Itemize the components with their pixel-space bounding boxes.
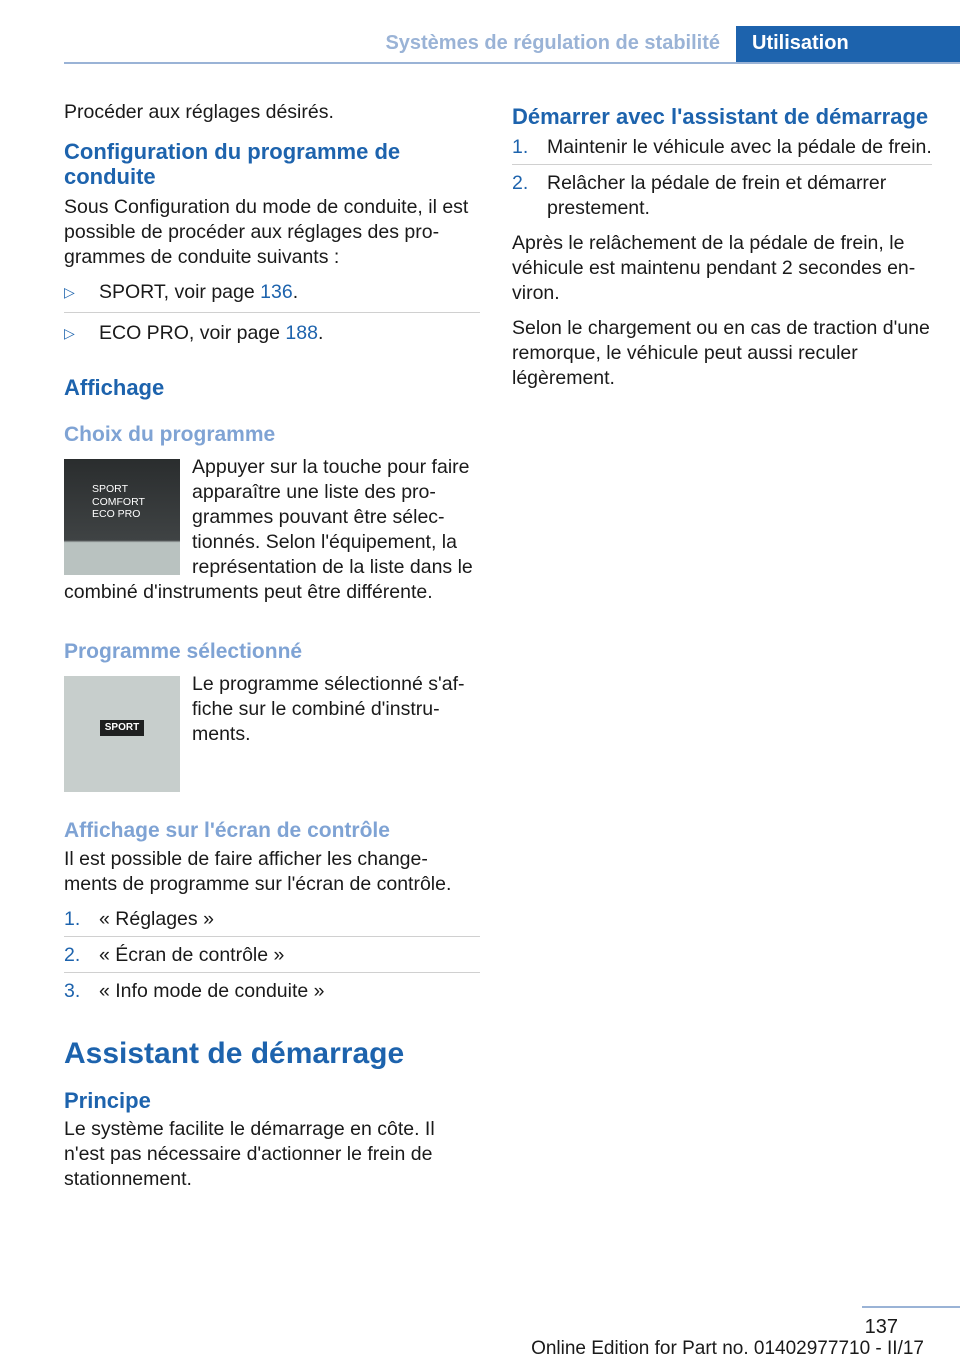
bullet-item — [64, 321, 480, 353]
page-link-188[interactable]: 188 — [285, 322, 318, 344]
footer-divider — [862, 1306, 960, 1308]
step-item — [512, 135, 932, 165]
step-number: 2. — [64, 944, 81, 966]
right-column — [512, 100, 932, 401]
bullet-item — [64, 280, 480, 313]
header-section-title: Systèmes de régulation de stabilité — [385, 32, 720, 54]
sport-badge: SPORT — [100, 720, 144, 736]
config-text: Sous Configuration du mode de conduite, il est possible de procéder aux réglages des pro‐grammes de conduite suivants : — [64, 196, 469, 268]
bullet-end: . — [317, 322, 324, 344]
step-item — [64, 907, 480, 937]
assistant-heading: Assistant de démarrage — [64, 1037, 405, 1070]
step-item — [64, 979, 480, 1008]
header-chapter-tab[interactable]: Utilisation — [736, 26, 960, 62]
controle-text: Il est possible de faire afficher les change‐ments de programme sur l'écran de contrôle. — [64, 848, 452, 895]
selection-text: Le programme sélectionné s'af‐fiche sur le combiné d'instru‐ments. — [192, 673, 465, 745]
step-text: « Réglages » — [99, 908, 214, 930]
config-heading: Configuration du programme de conduite — [64, 139, 401, 189]
bullet-end: . — [292, 281, 299, 303]
selected-program-figure — [64, 676, 180, 792]
step-number: 1. — [512, 136, 529, 158]
bullet-text: ECO PRO, voir page — [99, 322, 286, 344]
figure-line: SPORT — [92, 483, 128, 495]
program-list-figure — [64, 459, 180, 575]
page-number: 137 — [864, 1316, 898, 1338]
page-link-136[interactable]: 136 — [260, 281, 293, 303]
release-text: Après le relâchement de la pédale de frein, le véhicule est maintenu pendant 2 secondes en‐viron. — [512, 232, 916, 304]
step-text: Relâcher la pédale de frein et démarrer prestement. — [547, 172, 887, 219]
step-text: « Écran de contrôle » — [99, 944, 285, 966]
principe-text: Le système facilite le démarrage en côte. Il n'est pas nécessaire d'actionner le frein de stationnement. — [64, 1118, 435, 1190]
triangle-bullet-icon: ▷ — [64, 325, 75, 341]
choix-heading: Choix du programme — [64, 423, 276, 446]
edition-footer: Online Edition for Part no. 01402977710 - II/17 — [531, 1338, 924, 1359]
step-item — [64, 943, 480, 973]
figure-line: ECO PRO — [92, 508, 141, 520]
figure-line: COMFORT — [92, 495, 145, 508]
step-text: « Info mode de conduite » — [99, 980, 325, 1002]
bullet-text: SPORT, voir page — [99, 281, 261, 303]
triangle-bullet-icon: ▷ — [64, 284, 75, 300]
page-header — [64, 26, 960, 64]
step-number: 3. — [64, 980, 81, 1002]
step-item — [512, 171, 932, 225]
choix-text: Appuyer sur la touche pour faire apparaître une liste des pro‐grammes pouvant être sélec‐tionnés. Selon l'équipement, la représentation de la liste dans le combiné d'instruments peut être différente. — [64, 456, 473, 603]
load-text: Selon le chargement ou en cas de traction d'une remorque, le véhicule peut aussi reculer légèrement. — [512, 317, 930, 389]
step-text: Maintenir le véhicule avec la pédale de frein. — [547, 136, 932, 158]
controle-heading: Affichage sur l'écran de contrôle — [64, 819, 390, 842]
start-heading: Démarrer avec l'assistant de démarrage — [512, 104, 929, 129]
choix-block — [64, 455, 480, 615]
affichage-heading: Affichage — [64, 375, 165, 400]
selection-block — [64, 672, 480, 792]
selection-heading: Programme sélectionné — [64, 640, 303, 663]
principe-heading: Principe — [64, 1088, 151, 1113]
intro-text: Procéder aux réglages désirés. — [64, 101, 334, 123]
step-number: 1. — [64, 908, 81, 930]
left-column — [64, 100, 480, 1202]
step-number: 2. — [512, 172, 529, 194]
